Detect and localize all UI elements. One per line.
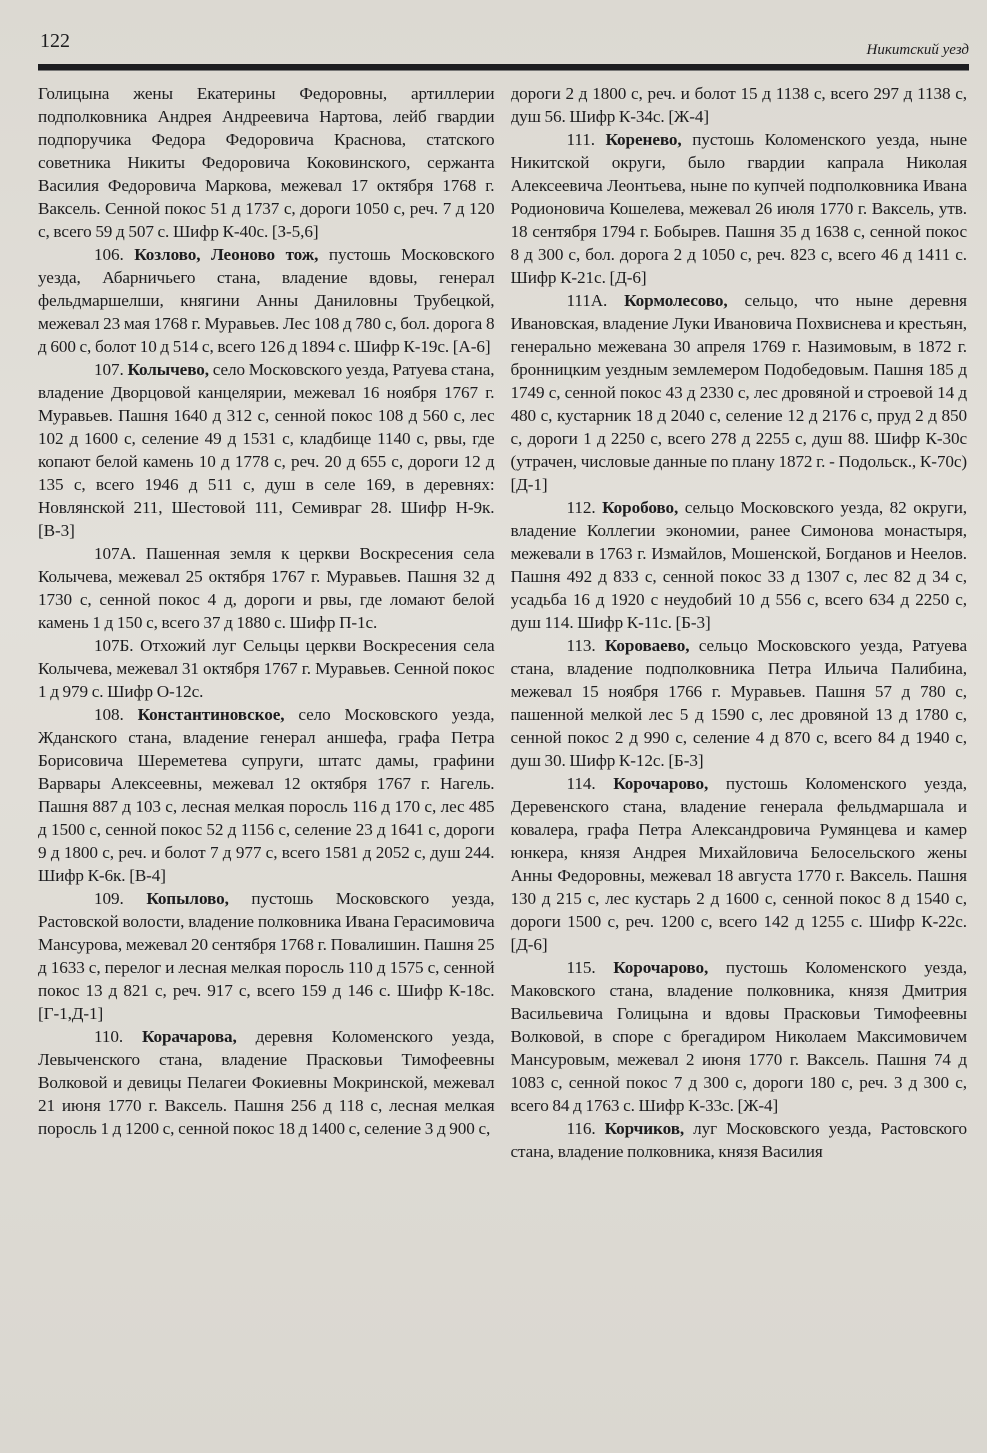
catalog-entry — [511, 956, 968, 1117]
entry-text: пустошь Коломенского уезда, Деревенского стана, владение генерала фельдмаршала и ковалера, графа Петра Александровича Румянцева и камер юнкера, князя Андрея Михайловича Белосельского жены Анны Федоровны, межевал 18 августа 1770 г. Ваксель. Пашня 130 д 215 с, лес кустарь 2 д 1600 с, сенной покос 8 д 1540 с, дороги 1500 с, реч. 1200 с, всего 142 д 1255 с. Шифр К-22с. [Д-6] — [510, 774, 967, 954]
catalog-entry — [511, 772, 968, 956]
page-number: 122 — [40, 30, 70, 52]
catalog-entry — [511, 634, 968, 772]
entry-text: деревня Коломенского уезда, Левыченского стана, владение Прасковьи Тимофеевны Волковой и девицы Пелагеи Фокиевны Мокринской, межевал 21 июня 1770 г. Ваксель. Пашня 256 д 118 с, лесная мелкая поросль 1 д 1200 с, сенной покос 18 д 1400 с, селение 3 д 900 с, — [38, 1027, 495, 1138]
place-name: Константиновское, — [137, 705, 285, 724]
entry-text: дороги 2 д 1800 с, реч. и болот 15 д 1138 с, всего 297 д 1138 с, душ 56. Шифр К-34с. [Ж-4] — [510, 84, 967, 126]
catalog-entry — [511, 1117, 968, 1163]
entry-number: 107. — [94, 360, 124, 379]
place-name: Коробово, — [602, 498, 679, 517]
entry-text: сельцо Московского уезда, 82 округи, владение Коллегии экономии, ранее Симонова монастыря, межевали в 1763 г. Измайлов, Мошенской, Богданов и Неелов. Пашня 492 д 833 с, сенной покос 33 д 1307 с, лес 82 д 34 с, усадьба 16 д 1920 с неудобий 10 д 556 с, всего 634 д 2250 с, душ 114. Шифр К-11с. [Б-3] — [510, 498, 967, 632]
entry-text: Отхожий луг Сельцы церкви Воскресения села Колычева, межевал 31 октября 1767 г. Муравьев. Сенной покос 1 д 979 с. Шифр О-12с. — [38, 636, 495, 701]
left-column — [38, 82, 495, 1453]
entry-text: пустошь Коломенского уезда, Маковского стана, владение полковника, князя Дмитрия Васильевича Голицына и вдовы Прасковьи Тимофеевны Волковой, в споре с брегадиром Николаем Максимовичем Мансуровым, межевал 2 июня 1770 г. Ваксель. Пашня 74 д 1083 с, сенной покос 7 д 300 с, дороги 180 с, реч. 3 д 300 с, всего 84 д 1763 с. Шифр К-33с. [Ж-4] — [510, 958, 967, 1115]
place-name: Корчиков, — [604, 1119, 685, 1138]
entry-number: 110. — [94, 1027, 124, 1046]
catalog-entry — [38, 1025, 495, 1140]
entry-number: 111А. — [566, 291, 608, 310]
entry-text: пустошь Московского уезда, Абарничьего стана, владение вдовы, генерал фельдмаршелши, княгини Анны Даниловны Трубецкой, межевал 23 мая 1768 г. Муравьев. Лес 108 д 780 с, бол. дорога 8 д 600 с, болот 10 д 514 с, всего 126 д 1894 с. Шифр К-19с. [А-6] — [38, 245, 495, 356]
catalog-entry — [38, 243, 495, 358]
catalog-entry — [38, 703, 495, 887]
catalog-entry — [511, 128, 968, 289]
entry-text: сельцо Московского уезда, Ратуева стана, владение подполковника Петра Ильича Палибина, межевал 15 ноября 1766 г. Муравьев. Пашня 57 д 780 с, пашенной мелкой лес 5 д 1590 с, лес дровяной 13 д 1780 с, сенной покос 2 д 990 с, селение 4 д 870 с, всего 84 д 1940 с, душ 30. Шифр К-12с. [Б-3] — [510, 636, 967, 770]
catalog-entry — [38, 542, 495, 634]
right-column — [511, 82, 968, 1453]
entry-text: луг Московского уезда, Растовского стана, владение полковника, князя Василия — [510, 1119, 967, 1161]
place-name: Коренево, — [605, 130, 682, 149]
entry-text: село Московского уезда, Ратуева стана, владение Дворцовой канцелярии, межевал 16 ноября 1767 г. Муравьев. Пашня 1640 д 312 с, сенной покос 108 д 560 с, лес 102 д 1600 с, селение 49 д 1531 с, кладбище 1140 с, рвы, где копают белой камень 10 д 1778 с, реч. 20 д 655 с, дороги 12 д 135 с, всего 1946 д 511 с, душ в селе 169, в деревнях: Новлянской 211, Шестовой 111, Семивраг 28. Шифр Н-9к. [В-3] — [38, 360, 495, 540]
place-name: Кормолесово, — [624, 291, 728, 310]
continued-text — [38, 82, 495, 243]
place-name: Колычево, — [127, 360, 209, 379]
entry-text: сельцо, что ныне деревня Ивановская, владение Луки Ивановича Похвиснева и крестьян, генерально межевана 30 апреля 1769 г. Назимовым, в 1872 г. бронницким уездным землемером Подобедовым. Пашня 185 д 1749 с, сенной покос 43 д 2330 с, лес дровяной и строевой 14 д 480 с, кустарник 18 д 2040 с, селение 12 д 2176 с, пруд 2 д 850 с, дороги 1 д 2250 с, всего 278 д 2255 с, душ 88. Шифр К-30с (утрачен, числовые данные по плану 1872 г. - Подольск., К-70с) [Д-1] — [510, 291, 967, 494]
entry-number: 107А. — [94, 544, 136, 563]
entry-number: 113. — [566, 636, 596, 655]
place-name: Короваево, — [604, 636, 690, 655]
catalog-entry — [38, 358, 495, 542]
entry-number: 111. — [566, 130, 595, 149]
entry-text: пустошь Коломенского уезда, ныне Никитской округи, было гвардии капрала Николая Алексеевича Леонтьева, ныне по купчей подполковника Ивана Родионовича Кошелева, межевал 26 июля 1770 г. Ваксель, утв. 18 сентября 1794 г. Бобырев. Пашня 35 д 1638 с, сенной покос 8 д 300 с, бол. дорога 2 д 1050 с, реч. 823 с, всего 46 д 1411 с. Шифр К-21с. [Д-6] — [510, 130, 967, 287]
entry-text: пустошь Московского уезда, Растовской волости, владение полковника Ивана Герасимовича Мансурова, межевал 20 сентября 1768 г. Повалишин. Пашня 25 д 1633 с, перелог и лесная мелкая поросль 110 д 1575 с, сенной покос 13 д 821 с, реч. 917 с, всего 159 д 146 с. Шифр К-18с.[Г-1,Д-1] — [38, 889, 495, 1023]
place-name: Козлово, Леоново тож, — [134, 245, 319, 264]
entry-number: 107Б. — [94, 636, 134, 655]
place-name: Корочарово, — [613, 774, 709, 793]
entry-number: 106. — [94, 245, 124, 264]
catalog-entry — [38, 634, 495, 703]
catalog-entry — [511, 496, 968, 634]
continued-text — [511, 82, 968, 128]
place-name: Корочарово, — [613, 958, 709, 977]
text-columns — [38, 82, 967, 1453]
entry-number: 108. — [94, 705, 124, 724]
entry-text: Голицына жены Екатерины Федоровны, артиллерии подполковника Андрея Андреевича Нартова, лейб гвардии подпоручика Федора Федоровича Краснова, статского советника Никиты Федоровича Коковинского, сержанта Василия Федоровича Маркова, межевал 17 октября 1768 г. Ваксель. Сенной покос 51 д 1737 с, дороги 1050 с, реч. 7 д 120 с, всего 59 д 507 с. Шифр К-40с. [З-5,6] — [38, 84, 495, 241]
entry-text: село Московского уезда, Жданского стана, владение генерал аншефа, графа Петра Борисовича Шереметева супруги, штатс дамы, графини Варвары Алексеевны, межевал 12 октября 1767 г. Нагель. Пашня 887 д 103 с, лесная мелкая поросль 116 д 170 с, лес 485 д 1500 с, сенной покос 52 д 1156 с, селение 23 д 1641 с, дороги 9 д 1800 с, реч. и болот 7 д 977 с, всего 1581 д 2052 с, душ 244. Шифр К-6к. [В-4] — [38, 705, 495, 885]
place-name: Копылово, — [146, 889, 229, 908]
entry-number: 114. — [566, 774, 596, 793]
entry-number: 109. — [94, 889, 124, 908]
header-rule — [38, 64, 969, 71]
entry-number: 115. — [566, 958, 596, 977]
running-title: Никитский уезд — [866, 42, 969, 58]
entry-number: 112. — [566, 498, 596, 517]
entry-number: 116. — [566, 1119, 596, 1138]
catalog-entry — [511, 289, 968, 496]
entry-text: Пашенная земля к церкви Воскресения села Колычева, межевал 25 октября 1767 г. Муравьев. Пашня 32 д 1730 с, сенной покос 4 д, дороги и рвы, где ломают белой камень 1 д 150 с, всего 37 д 1880 с. Шифр П-1с. — [38, 544, 495, 632]
place-name: Корачарова, — [141, 1027, 237, 1046]
catalog-entry — [38, 887, 495, 1025]
